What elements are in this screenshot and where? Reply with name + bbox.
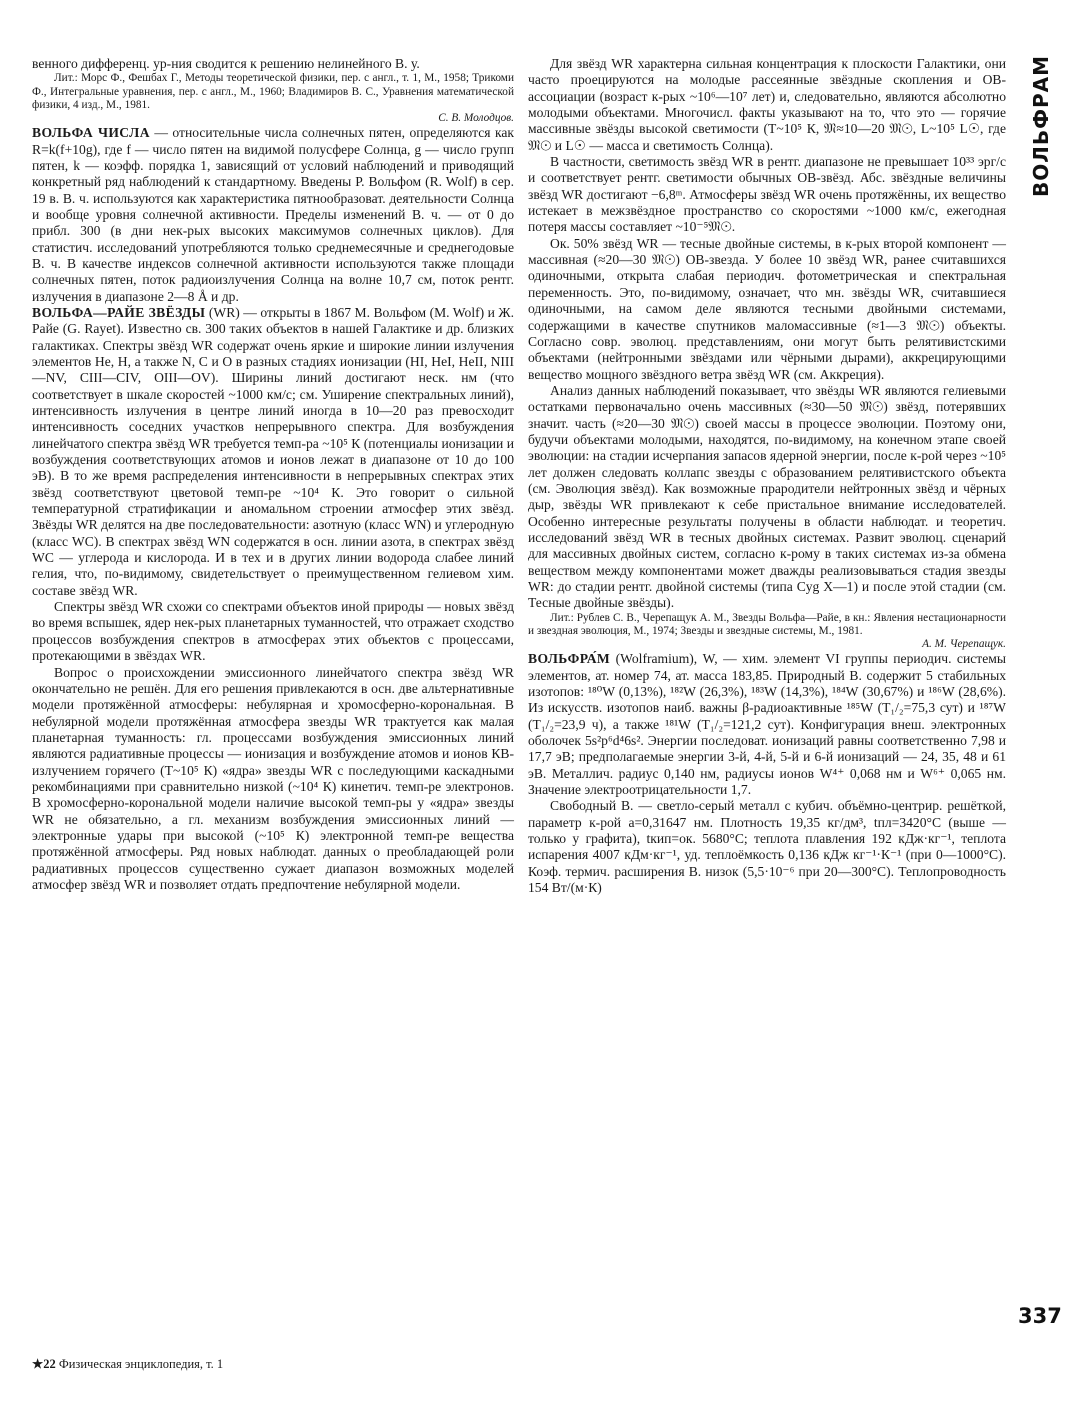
paragraph: Анализ данных наблюдений показывает, что звёзды WR являются гелиевыми остатками первоначально очень массивных (≈30—50 𝔐☉) звёзд, потерявших значит. часть (≈20—30 𝔐☉) своей массы в процессе эволюции. Поэтому они, будучи объектами молодыми, находятся, по-видимому, на конечном этапе своей эволюции: на стадии исчерпания запасов ядерной энергии, после к-рой через ~10⁵ лет должен следовать коллапс звезды с образованием релятивистского объекта (см. Эволюция звёзд). Как возможные прародители нейтронных звёзд и чёрных дыр, звёзды WR привлекают к себе пристальное внимание исследователей. Особенно интересные результаты получены в области наблюдат. и теоретич. исследований звёзд WR в тесных двойных системах. Развит эволюц. сценарий для массивных двойных систем, согласно к-рому в таких системах из-за обмена веществом между компонентами может дважды реализовываться стадия звезды WR: до стадии рентг. двойной системы (типа Cyg X—1) и после этой стадии (см. Тесные двойные звёзды). xyxy=(528,382,1006,611)
running-head-text: ВОЛЬФРАМ xyxy=(1029,55,1053,197)
entry-text: — относительные числа солнечных пятен, определяются как R=k(f+10g), где f — число пятен на видимой полусфере Солнца, g — число групп пятен, k — коэфф. порядка 1, зависящий от условий наблюдений и приводящий конкретный ряд наблюдений к стандартному. Введены Р. Вольфом (R. Wolf) в сер. 19 в. В. ч. используются как характеристика пятнообразоват. деятельности Солнца и вообще уровня солнечной активности. Пределы изменений В. ч. — от 0 до прибл. 300 (в дни нек-рых высоких максимумов солнечных циклов). Для статистич. исследований употребляются только среднемесячные и среднегодовые В. ч. В качестве индексов солнечной активности используются также площади солнечных пятен, поток радиоизлучения Солнца на волне 10,7 см, поток рентг. излучения в диапазоне 2—8 Å и др. xyxy=(32,125,514,304)
paragraph: Для звёзд WR характерна сильная концентрация к плоскости Галактики, они часто проецируются на молодые рассеянные звёздные скопления и OB-ассоциации (возраст к-рых ~10⁶—10⁷ лет) и, следовательно, являются абсолютно молодыми объектами. Многочисл. факты указывают на то, что это — горячие массивные звёзды высокой светимости (T~10⁵ К, 𝔐≈10—20 𝔐☉, L~10⁵ L☉, где 𝔐☉ и L☉ — масса и светимость Солнца). xyxy=(528,56,1006,153)
literature-note: Лит.: Морс Ф., Фешбах Г., Методы теоретической физики, пер. с англ., т. 1, М., 1958; Трикоми Ф., Интегральные уравнения, пер. с англ., М., 1960; Владимиров В. С., Уравнения математической физики, 4 изд., М., 1981. xyxy=(32,72,514,111)
paragraph: В частности, светимость звёзд WR в рентг. диапазоне не превышает 10³³ эрг/с и соответствует рентг. светимости обычных OB-звёзд. Абс. звёздные величины звёзд WR достигают −6,8ᵐ. Атмосферы звёзд WR очень протяжённы, их вещество истекает в межзвёздное пространство со скоростями ~1000 км/с, ежегодная потеря массы составляет ~10⁻⁵𝔐☉. xyxy=(528,154,1006,235)
paragraph: Вопрос о происхождении эмиссионного линейчатого спектра звёзд WR окончательно не решён. Для его решения привлекаются в осн. две альтернативные модели протяжённой атмосферы: небулярная и хромосферно-корональная. В небулярной модели протяжённая атмосфера звезды WR трактуется как малая планетарная туманность: гл. процессами возбуждения эмиссионных линий являются радиативные процессы — ионизация и возбуждение атомов и ионов КВ-излучением горячего (T~10⁵ К) «ядра» звезды WR с последующими каскадными рекомбинациями при сравнительно низкой (~10⁴ К) кинетич. темп-ре электронов. В хромосферно-корональной модели наличие высокой темп-ры у «ядра» звезды WR не обязательно, а гл. механизм возбуждения эмиссионных линий — электронные удары при высокой (~10⁵ К) электронной темп-ре вещества протяжённой атмосферы. Ряд новых наблюдат. данных о преобладающей роли радиативных процессов существенно сужает диапазон возможных моделей атмосфер звёзд WR и позволяет отдать предпочтение небулярной модели. xyxy=(32,664,514,892)
footer xyxy=(32,1356,223,1372)
author-signature: А. М. Черепащук. xyxy=(922,638,1006,651)
entry-headword: ВОЛЬФРА́М xyxy=(528,651,611,667)
entry-headword: ВОЛЬФА ЧИСЛА xyxy=(32,125,150,141)
entry-headword: ВОЛЬФА—РАЙЕ ЗВЁЗДЫ xyxy=(32,304,206,320)
entry-text: (WR) — открыты в 1867 М. Вольфом (M. Wolf) и Ж. Райе (G. Rayet). Известно св. 300 таких объектов в нашей Галактике и др. близких галактиках. Спектры звёзд WR содержат очень яркие и широкие линии излучения элементов He, H, а также N, C и O в разных стадиях ионизации (HI, HeI, HeII, NIII—NV, CIII—CIV, OIII—OV). Ширины линий достигают неск. нм (что соответствует в шкале скоростей ~1000 км/с; см. Уширение спектральных линий), интенсивность излучения в центре линий иногда в 10—20 раз превосходит интенсивность соседних участков непрерывного спектра. Для возбуждения линейчатого спектра звёзд WR требуется темп-ра ~10⁵ К (потенциалы ионизации и возбуждения соответствующих атомов и ионов лежат в диапазоне от 10 до 100 эВ). В то же время распределения интенсивности в непрерывных спектрах этих звёзд соответствуют цветовой темп-ре ~10⁴ К. Это говорит о сильной температурной стратификации и аномальном строении атмосфер этих звёзд. Звёзды WR делятся на две последовательности: азотную (класс WN) и углеродную (класс WC). В спектрах звёзд WN содержатся в осн. линии азота, в спектрах звёзд WC — углерода и кислорода. И в тех и в других линии водорода слабее линий гелия, что, по-видимому, свидетельствует о преимущественном гелиевом хим. составе звёзд WR. xyxy=(32,304,514,598)
entry-wolf-rayet-stars xyxy=(32,305,514,599)
entry-wolf-numbers xyxy=(32,125,514,305)
footer-text: Физическая энциклопедия, т. 1 xyxy=(58,1357,224,1371)
paragraph: Спектры звёзд WR схожи со спектрами объектов иной природы — новых звёзд во время вспышек, ядер нек-рых планетарных туманностей, что отражает сходство процессов возбуждения спектров в атмосферах этих объектов с процессами, протекающими в звёздах WR. xyxy=(32,599,514,664)
entry-text: (Wolframium), W, — хим. элемент VI группы периодич. системы элементов, ат. номер 74, ат. масса 183,85. Природный В. содержит 5 стабильных изотопов: ¹⁸⁰W (0,13%), ¹⁸²W (26,3%), ¹⁸³W (14,3%), ¹⁸⁴W (30,67%) и ¹⁸⁶W (28,6%). Из искусств. изотопов наиб. важны β-радиоактивные ¹⁸⁵W (T₁/₂=75,3 сут) и ¹⁸⁷W (T₁/₂=23,9 ч), а также ¹⁸¹W (T₁/₂=121,2 сут). Конфигурация внеш. электронных оболочек 5s²p⁶d⁴6s². Энергии последоват. ионизаций равны соответственно 7,98 и 17,7 эВ; предполагаемые энергии 3-й, 4-й, 5-й и 6-й ионизаций — 24, 35, 48 и 61 эВ. Металлич. радиус 0,140 нм, радиусы ионов W⁴⁺ 0,068 нм и W⁶⁺ 0,065 нм. Значение электроотрицательности 1,7. xyxy=(528,651,1006,798)
running-head xyxy=(1020,56,1062,196)
signature-mark: ★22 xyxy=(32,1357,56,1371)
right-column xyxy=(528,56,1006,896)
left-column xyxy=(32,56,514,893)
entry-tungsten xyxy=(528,651,1006,798)
paragraph: Ок. 50% звёзд WR — тесные двойные системы, в к-рых второй компонент — массивная (≈20—30 𝔐☉) OB-звезда. У более 10 звёзд WR, ранее считавшихся одиночными, открыта слабая периодич. фотометрическая и спектральная переменность. Это, по-видимому, означает, что мн. звёзды WR, считавшиеся одиночными, на самом деле являются тесными двойными системами, содержащими в качестве спутников маломассивные (≈1—3 𝔐☉) объекты. Согласно совр. эволюц. представлениям, они могут быть релятивистскими объектами (нейтронными звёздами или чёрными дырами), аккрецирующими вещество мощного звёздного ветра звёзд WR (см. Аккреция). xyxy=(528,235,1006,382)
page-number: 337 xyxy=(1018,1304,1062,1328)
author-signature: С. В. Молодцов. xyxy=(438,111,514,124)
continued-text: венного дифференц. ур-ния сводится к решению нелинейного В. у. xyxy=(32,56,420,71)
paragraph: Свободный В. — светло-серый металл с кубич. объёмно-центрир. решёткой, параметр к-рой a=0,31647 нм. Плотность 19,35 кг/дм³, tпл=3420°С (выше — только у графита), tкип=ок. 5680°С; теплота плавления 192 кДж·кг⁻¹, теплота испарения 4007 кДм·кг⁻¹, уд. теплоёмкость 0,136 кДж кг⁻¹·К⁻¹ (при 0—1000°С). Коэф. термич. расширения В. низок (5,5·10⁻⁶ при 20—300°С). Теплопроводность 154 Вт/(м·К) xyxy=(528,798,1006,896)
literature-note: Лит.: Рублев С. В., Черепащук А. М., Звезды Вольфа—Райе, в кн.: Явления нестационарности и звездная эволюция, М., 1974; Звезды и звездные системы, М., 1981. xyxy=(528,611,1006,637)
